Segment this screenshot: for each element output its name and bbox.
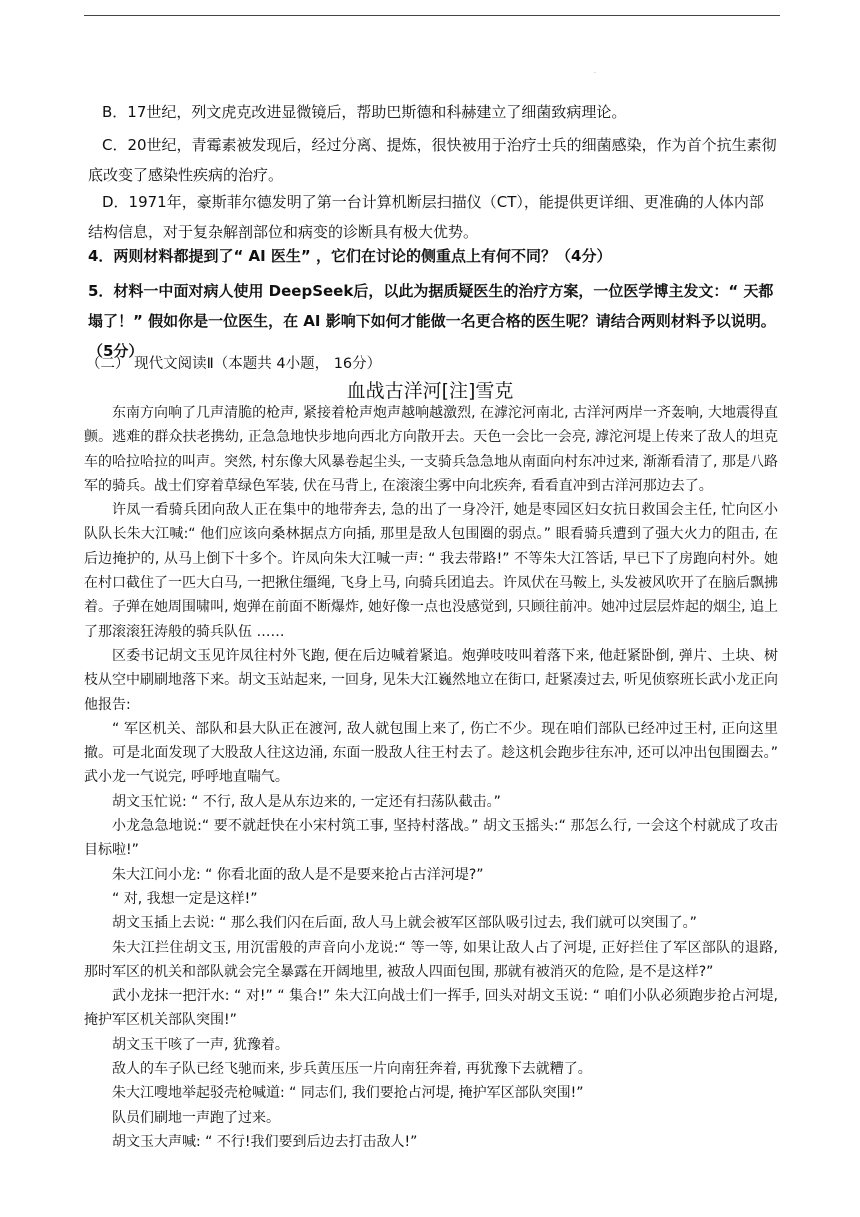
paragraph: 胡文玉插上去说: “ 那么我们闪在后面, 敌人马上就会被军区部队吸引过去, 我们就可以突围了。” [112, 915, 697, 932]
option-d: D．1971年，豪斯菲尔德发明了第一台计算机断层扫描仪（CT），能提供更详细、更准确的人体内部结构信息，对于复杂解剖部位和病变的诊断具有极大优势。 [88, 193, 764, 241]
question-4: 4．两则材料都提到了“ AI 医生” ，它们在讨论的侧重点上有何不同？（4分） [88, 247, 612, 265]
story-title: 血战古洋河[注]雪克 [346, 380, 514, 402]
paragraph: 胡文玉干咳了一声, 犹豫着。 [112, 1036, 289, 1053]
paragraph: 敌人的车子队已经飞驰而来, 步兵黄压压一片向南狂奔着, 再犹豫下去就糟了。 [112, 1061, 592, 1078]
paragraph: 朱大江问小龙: “ 你看北面的敌人是不是要来抢占古洋河堤?” [112, 866, 484, 883]
paragraph: “ 军区机关、部队和县大队正在渡河, 敌人就包围上来了, 伤亡不少。现在咱们部队已经冲过王村, 正向这里撤。可是北面发现了大股敌人往这边涌, 东面一股敌人往王村去了。趁这机会跑步往东冲, 还可以冲出包围圈去。” 武小龙一气说完, 呼呼地直喘气。 [84, 720, 778, 786]
paragraph: 东南方向响了几声清脆的枪声, 紧接着枪声炮声越响越激烈, 在滹沱河南北, 古洋河两岸一齐轰响, 大地震得直颤。逃难的群众扶老携幼, 正急急地快步地向西北方向散开去。天色一会比一会亮, 滹沱河堤上传来了敌人的坦克车的哈拉哈拉的叫声。突然, 村东像大风暴卷起尘头, 一支骑兵急急地从南面向村东冲过来, 渐渐看清了, 那是八路军的骑兵。战士们穿着草绿色军装, 伏在马背上, 在滚滚尘雾中向北疾奔, 看看直冲到古洋河那边去了。 [84, 405, 778, 494]
story-body [84, 401, 778, 1154]
paragraph: “ 对, 我想一定是这样!” [112, 890, 258, 907]
paragraph: 朱大江拦住胡文玉, 用沉雷般的声音向小龙说:“ 等一等, 如果让敌人占了河堤, 正好拦住了军区部队的退路, 那时军区的机关和部队就会完全暴露在开阔地里, 被敌人四面包围, 那就有被消灭的危险, 是不是这样?” [84, 939, 778, 980]
paragraph: 区委书记胡文玉见许凤往村外飞跑, 便在后边喊着紧追。炮弹吱吱叫着落下来, 他赶紧卧倒, 弹片、土块、树枝从空中刷刷地落下来。胡文玉站起来, 一回身, 见朱大江巍然地立在街口, 赶紧凑过去, 听见侦察班长武小龙正向他报告: [84, 647, 778, 713]
paragraph: 胡文玉忙说: “ 不行, 敌人是从东边来的, 一定还有扫荡队截击。” [112, 793, 501, 810]
question-5: 5．材料一中面对病人使用 DeepSeek后，以此为据质疑医生的治疗方案，一位医学博主发文：“ 天都塌了！” 假如你是一位医生，在 AI 影响下如何才能做一名更合格的医生呢？请结合两则材料予以说明。（5分） [88, 282, 776, 360]
paragraph: 队员们刷地一声跑了过来。 [112, 1109, 280, 1126]
paragraph: 武小龙抹一把汗水: “ 对!” “ 集合!” 朱大江向战士们一挥手, 回头对胡文玉说: “ 咱们小队必须跑步抢占河堤, 掩护军区机关部队突围!” [84, 988, 778, 1029]
option-b: B．17世纪，列文虎克改进显微镜后，帮助巴斯德和科赫建立了细菌致病理论。 [102, 103, 627, 121]
paragraph: 胡文玉大声喊: “ 不行!我们要到后边去打击敌人!” [112, 1133, 418, 1150]
page-dot: · [594, 70, 596, 77]
paragraph: 朱大江嗖地举起驳壳枪喊道: “ 同志们, 我们要抢占河堤, 掩护军区部队突围!” [112, 1085, 584, 1102]
paragraph: 小龙急急地说:“ 要不就赶快在小宋村筑工事, 坚持村落战。” 胡文玉摇头:“ 那怎么行, 一会这个村就成了攻击目标啦!” [84, 818, 778, 859]
section-heading: （二） 现代文阅读Ⅱ（本题共 4小题， 16分） [86, 356, 382, 372]
paragraph: 许凤一看骑兵团向敌人正在集中的地带奔去, 急的出了一身冷汗, 她是枣园区妇女抗日救国会主任, 忙向区小队队长朱大江喊:“ 他们应该向桑林据点方向插, 那里是敌人包围圈的弱点。” 眼看骑兵遭到了强大火力的阻击, 在后边掩护的, 从马上倒下十多个。许凤向朱大江喊一声: “ 我去带路!” 不等朱大江答话, 早已下了房跑向村外。她在村口截住了一匹大白马, 一把揪住缰绳, 飞身上马, 向骑兵团追去。许凤伏在马鞍上, 头发被风吹开了在脑后飘拂着。子弹在她周围啸叫, 炮弹在前面不断爆炸, 她好像一点也没感觉到, 只顾往前冲。她冲过层层炸起的烟尘, 追上了那滚滚狂涛般的骑兵队伍 …… [84, 502, 778, 640]
header-rule [84, 15, 780, 16]
option-c: C．20世纪，青霉素被发现后，经过分离、提炼，很快被用于治疗士兵的细菌感染，作为首个抗生素彻底改变了感染性疾病的治疗。 [88, 136, 777, 184]
